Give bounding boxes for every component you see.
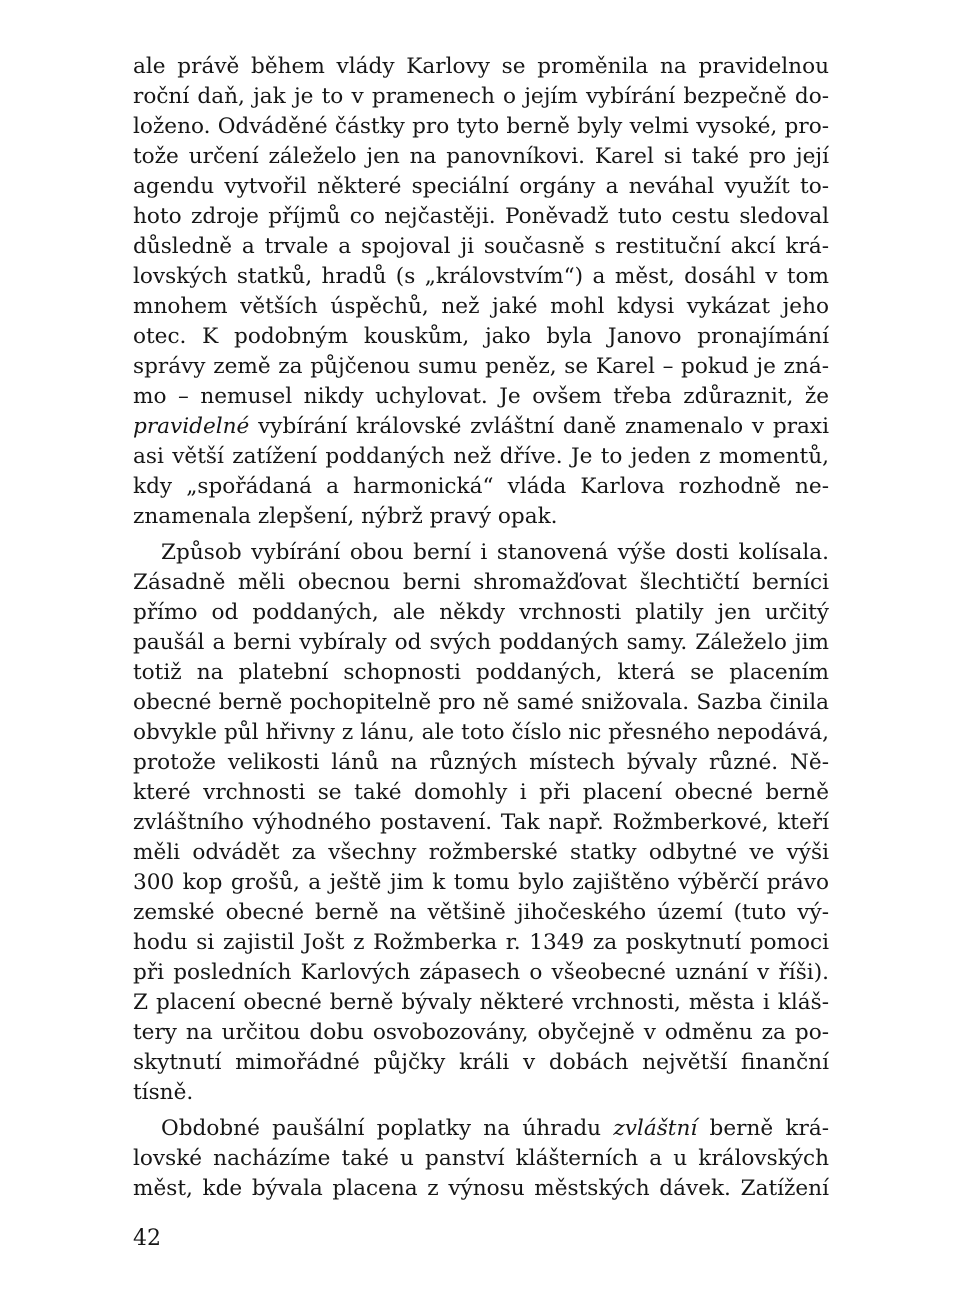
text-line: roční daň, jak je to v pramenech o jejím vybírání bezpečně do- — [133, 84, 829, 109]
text-line: zemské obecné berně na většině jihočeského území (tuto vý- — [133, 900, 829, 925]
text-line: agendu vytvořil některé speciální orgány a neváhal využít to- — [133, 174, 829, 199]
text-line: tery na určitou dobu osvobozovány, obyčejně v odměnu za po- — [133, 1020, 829, 1045]
text-line: Způsob vybírání obou berní i stanovená výše dosti kolísala. — [161, 540, 829, 565]
text-line: mnohem větších úspěchů, než jaké mohl kdysi vykázat jeho — [133, 294, 829, 319]
text-line: Zásadně měli obecnou berni shromažďovat šlechtičtí berníci — [133, 570, 829, 595]
text-line: které vrchnosti se také domohly i při placení obecné berně — [133, 780, 829, 805]
text-line: otec. K podobným kouskům, jako byla Janovo pronajímání — [133, 324, 829, 349]
text-line: Z placení obecné berně bývaly některé vrchnosti, města i kláš- — [133, 990, 829, 1015]
page-body — [133, 52, 829, 1204]
text-line: mo – nemusel nikdy uchylovat. Je ovšem třeba zdůraznit, že — [133, 384, 829, 409]
text-line: loženo. Odváděné částky pro tyto berně byly velmi vysoké, pro- — [133, 114, 829, 139]
text-line: obvykle půl hřivny z lánu, ale toto číslo nic přesného nepodává, — [133, 720, 829, 745]
text-line: paušál a berni vybíraly od svých poddaných samy. Záleželo jim — [133, 630, 829, 655]
text-line: důsledně a trvale a spojoval ji současně s restituční akcí krá- — [133, 234, 829, 259]
paragraph-3 — [133, 1114, 829, 1204]
text-line: znamenala zlepšení, nýbrž pravý opak. — [133, 504, 558, 529]
text-line: zvláštního výhodného postavení. Tak např. Rožmberkové, kteří — [133, 810, 829, 835]
paragraph-1 — [133, 52, 829, 532]
text-line: tože určení záleželo jen na panovníkovi. Karel si také pro její — [133, 144, 829, 169]
text-line: lovské nacházíme také u panství klášterních a u královských — [133, 1146, 829, 1171]
emphasized-word: zvláštní — [613, 1116, 698, 1141]
text-line: měli odvádět za všechny rožmberské statky odbytné ve výši — [133, 840, 829, 865]
text-line: protože velikosti lánů na různých místech bývaly různé. Ně- — [133, 750, 829, 775]
text-line: totiž na platební schopnosti poddaných, která se placením — [133, 660, 829, 685]
text-line: pravidelné vybírání královské zvláštní daně znamenalo v praxi — [133, 414, 829, 439]
text-line: kdy „spořádaná a harmonická“ vláda Karlova rozhodně ne- — [133, 474, 829, 499]
text-line: měst, kde bývala placena z výnosu městských dávek. Zatížení — [133, 1176, 829, 1201]
text-line: při posledních Karlových zápasech o všeobecné uznání v říši). — [133, 960, 829, 985]
text-line: přímo od poddaných, ale někdy vrchnosti platily jen určitý — [133, 600, 829, 625]
text-line: hodu si zajistil Jošt z Rožmberka r. 1349 za poskytnutí pomoci — [133, 930, 829, 955]
text-line: správy země za půjčenou sumu peněz, se Karel – pokud je zná- — [133, 354, 829, 379]
text-line: tísně. — [133, 1080, 194, 1105]
text-line: Obdobné paušální poplatky na úhradu zvláštní berně krá- — [161, 1116, 830, 1141]
paragraph-2 — [133, 538, 829, 1108]
text-line: ale právě během vlády Karlovy se proměnila na pravidelnou — [133, 54, 829, 79]
text-line: hoto zdroje příjmů co nejčastěji. Poněvadž tuto cestu sledoval — [133, 204, 829, 229]
text-line: lovských statků, hradů (s „královstvím“) a měst, dosáhl v tom — [133, 264, 829, 289]
text-line: obecné berně pochopitelně pro ně samé snižovala. Sazba činila — [133, 690, 829, 715]
page-number: 42 — [133, 1226, 161, 1251]
emphasized-word: pravidelné — [133, 414, 250, 439]
text-line: skytnutí mimořádné půjčky králi v dobách největší finanční — [133, 1050, 829, 1075]
text-line: asi větší zatížení poddaných než dříve. Je to jeden z momentů, — [133, 444, 829, 469]
text-line: 300 kop grošů, a ještě jim k tomu bylo zajištěno výběrčí právo — [133, 870, 829, 895]
